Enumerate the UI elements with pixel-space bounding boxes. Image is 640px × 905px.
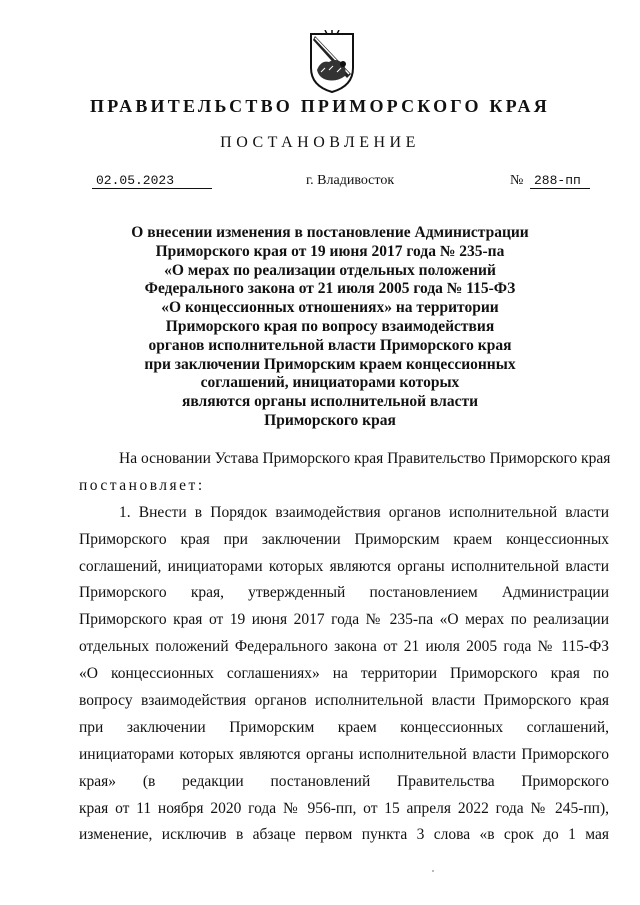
body-line: края» (в редакции постановлений Правительства Приморского [79, 772, 609, 790]
heading-line: «О концессионных отношениях» на территории [161, 299, 499, 317]
heading-line: являются органы исполнительной власти [181, 393, 479, 411]
heading-line: органов исполнительной власти Приморского края [148, 336, 512, 354]
body-line: соглашений, инициаторами которых являются органы исполнительной власти [79, 557, 609, 575]
heading-line: О внесении изменения в постановление Администрации [131, 224, 529, 241]
heading-line: Приморского края [264, 411, 396, 429]
heading-line: Федерального закона от 21 июля 2005 года № 115-ФЗ [144, 280, 516, 298]
heading-line: Приморского края по вопросу взаимодействия [165, 317, 495, 335]
body-line: На основании Устава Приморского края Правительство Приморского края [119, 450, 611, 467]
body-line: отдельных положений Федерального закона от 21 июля 2005 года № 115-ФЗ [79, 638, 609, 656]
scan-speck [432, 870, 434, 872]
body-line: постановляет: [79, 476, 205, 494]
body-line: 1. Внести в Порядок взаимодействия органов исполнительной власти [119, 503, 609, 521]
heading-line: при заключении Приморским краем концессионных [144, 355, 516, 373]
body-line: Приморского края, утвержденный постановлением Администрации [79, 584, 609, 602]
document-city: г. Владивосток [306, 173, 395, 188]
body-line: вопросу взаимодействия органов исполнительной власти Приморского края [79, 692, 609, 710]
document-number: 288-пп [530, 174, 590, 189]
body-line: края от 11 ноября 2020 года № 956-пп, от 15 апреля 2022 года № 245-пп), [79, 799, 609, 817]
body-line: изменение, исключив в абзаце первом пункта 3 слова «в срок до 1 мая [79, 826, 609, 844]
document-type: ПОСТАНОВЛЕНИЕ [220, 134, 420, 151]
body-line: Приморского края от 19 июня 2017 года № 235-па «О мерах по реализации [79, 611, 609, 629]
body-line: инициаторами которых являются органы исполнительной власти Приморского [79, 745, 609, 763]
heading-line: Приморского края от 19 июня 2017 года № 235-па [155, 242, 505, 260]
body-line: при заключении Приморским краем концессионных соглашений, [79, 718, 609, 736]
document-number-label: № [510, 173, 524, 188]
body-line: Приморского края при заключении Приморским краем концессионных [79, 530, 609, 548]
document-date: 02.05.2023 [92, 174, 212, 189]
document-heading [110, 224, 550, 431]
document-body [79, 446, 609, 849]
heading-line: «О мерах по реализации отдельных положений [164, 261, 496, 279]
body-line: «О концессионных соглашениях» на территории Приморского края по [79, 665, 609, 683]
government-title: ПРАВИТЕЛЬСТВО ПРИМОРСКОГО КРАЯ [90, 96, 550, 116]
coat-of-arms-icon [307, 30, 357, 94]
heading-line: соглашений, инициаторами которых [200, 374, 460, 392]
